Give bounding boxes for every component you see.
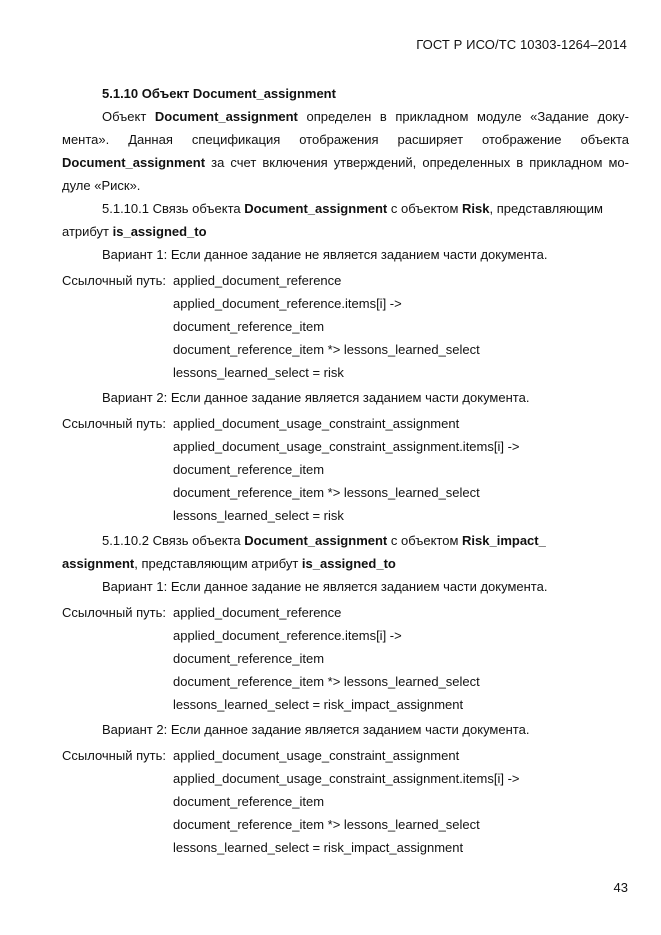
- sub2-variant-1: Вариант 1: Если данное задание не является заданием части документа.: [102, 579, 548, 594]
- sub1-path1-line: document_reference_item: [173, 319, 325, 334]
- intro-line-3: Document_assignment за счет включения утверждений, определенных в прикладном мо-: [62, 155, 629, 170]
- sub2-path1-line: document_reference_item: [173, 651, 325, 666]
- sub1-path2-line: document_reference_item: [173, 462, 325, 477]
- sub2-path1-line: applied_document_reference.items[i] ->: [173, 628, 402, 643]
- sub2-heading-line-1: 5.1.10.2 Связь объекта Document_assignment с объектом Risk_impact_: [102, 533, 546, 548]
- sub1-heading-line-1: 5.1.10.1 Связь объекта Document_assignment с объектом Risk, представляющим: [102, 201, 603, 216]
- intro-line-1: Объект Document_assignment определен в прикладном модуле «Задание доку-: [102, 109, 629, 124]
- sub1-ref-label-1: Ссылочный путь:: [62, 273, 166, 288]
- sub1-path2-line: applied_document_usage_constraint_assignment.items[i] ->: [173, 439, 520, 454]
- intro-line-2: мента». Данная спецификация отображения расширяет отображение объекта: [62, 132, 629, 147]
- sub2-path2-line: lessons_learned_select = risk_impact_assignment: [173, 840, 464, 855]
- sub2-heading-line-2: assignment, представляющим атрибут is_assigned_to: [62, 556, 396, 571]
- sub1-heading-line-2: атрибут is_assigned_to: [62, 224, 207, 239]
- sub2-path1-line: lessons_learned_select = risk_impact_assignment: [173, 697, 464, 712]
- sub2-variant-2: Вариант 2: Если данное задание является заданием части документа.: [102, 722, 530, 737]
- sub2-ref-label-2: Ссылочный путь:: [62, 748, 166, 763]
- sub2-ref-label-1: Ссылочный путь:: [62, 605, 166, 620]
- sub1-path1-line: applied_document_reference.items[i] ->: [173, 296, 402, 311]
- document-header: ГОСТ Р ИСО/ТС 10303-1264–2014: [416, 37, 627, 52]
- section-title: 5.1.10 Объект Document_assignment: [102, 86, 336, 101]
- sub1-variant-1: Вариант 1: Если данное задание не является заданием части документа.: [102, 247, 548, 262]
- sub1-path2-line: document_reference_item *> lessons_learned_select: [173, 485, 480, 500]
- sub2-path1-line: document_reference_item *> lessons_learned_select: [173, 674, 480, 689]
- sub1-path2-line: lessons_learned_select = risk: [173, 508, 344, 523]
- sub1-path2-line: applied_document_usage_constraint_assignment: [173, 416, 460, 431]
- sub1-path1-line: applied_document_reference: [173, 273, 342, 288]
- sub1-ref-label-2: Ссылочный путь:: [62, 416, 166, 431]
- sub1-path1-line: document_reference_item *> lessons_learned_select: [173, 342, 480, 357]
- intro-line-4: дуле «Риск».: [62, 178, 141, 193]
- sub2-path2-line: document_reference_item: [173, 794, 325, 809]
- sub2-path1-line: applied_document_reference: [173, 605, 342, 620]
- sub1-variant-2: Вариант 2: Если данное задание является заданием части документа.: [102, 390, 530, 405]
- sub1-path1-line: lessons_learned_select = risk: [173, 365, 344, 380]
- sub2-path2-line: applied_document_usage_constraint_assignment.items[i] ->: [173, 771, 520, 786]
- sub2-path2-line: applied_document_usage_constraint_assignment: [173, 748, 460, 763]
- sub2-path2-line: document_reference_item *> lessons_learned_select: [173, 817, 480, 832]
- page-number: 43: [613, 880, 628, 895]
